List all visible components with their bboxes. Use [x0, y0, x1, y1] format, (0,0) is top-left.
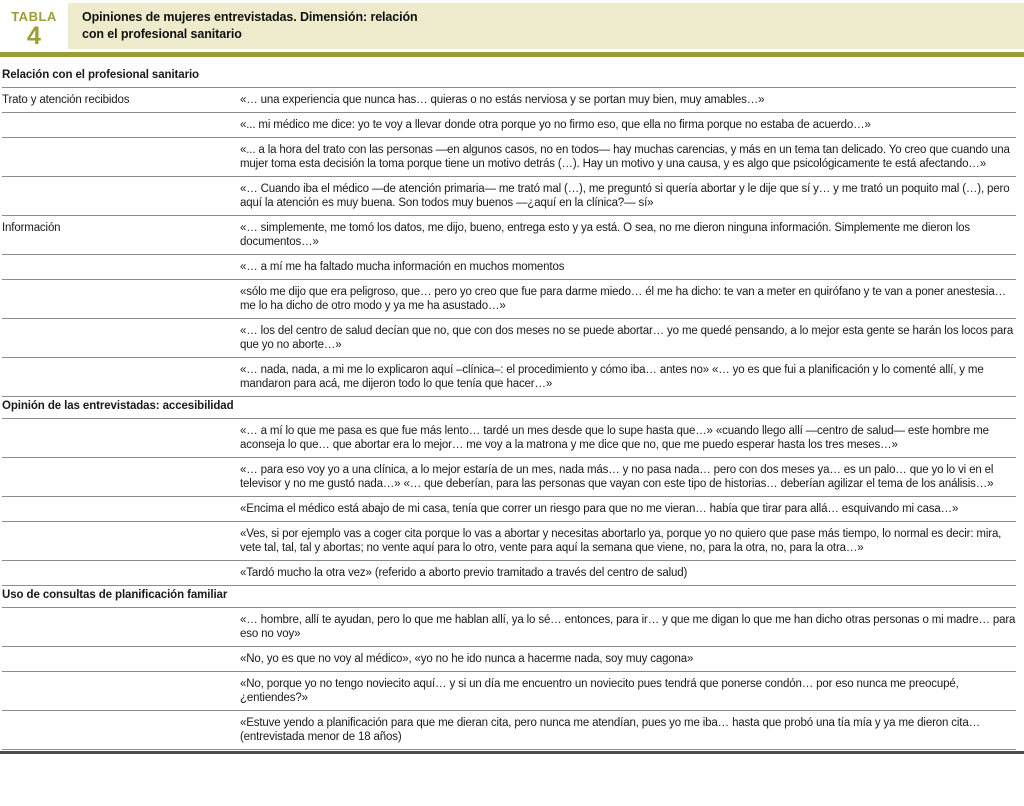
section-heading: Uso de consultas de planificación familiar	[2, 586, 1016, 608]
table-bottom-rule	[0, 751, 1024, 754]
table-row	[2, 113, 1016, 138]
quote-cell: «… una experiencia que nunca has… quieras o no estás nerviosa y se portan muy bien, muy amables…»	[240, 94, 765, 106]
category-cell	[2, 363, 240, 391]
quote-cell: «… hombre, allí te ayudan, pero lo que me hablan allí, ya lo sé… entonces, para ir… y que me digan lo que me han dicho otras personas o mi madre… para eso no voy»	[240, 614, 1016, 640]
table-row	[2, 138, 1016, 177]
table-header	[0, 3, 1024, 49]
table-title-line2: con el profesional sanitario	[82, 27, 242, 41]
quote-cell: «Encima el médico está abajo de mi casa, tenía que correr un riesgo para que no me vieran… había que tirar para allá… esquivando mi casa…»	[240, 503, 959, 515]
category-cell	[2, 424, 240, 452]
quote-cell: «… a mí me ha faltado mucha información en muchos momentos	[240, 261, 565, 273]
quote-cell: «… a mí lo que me pasa es que fue más lento… tardé un mes desde que lo supe hasta que…» «cuando llego allí —centro de salud— este hombre me aconseja lo que… que abortar era lo mejor… me voy a la matrona y me dice que no, que me puedo esperar hasta los tres meses…»	[240, 425, 989, 451]
category-cell	[2, 613, 240, 641]
table-row	[2, 497, 1016, 522]
table-title-banner	[68, 3, 1024, 49]
quote-cell: «No, porque yo no tengo noviecito aquí… y si un día me encuentro un noviecito pues tendrá que ponerse condón… por eso nunca me preocupé, ¿entiendes?»	[240, 678, 959, 704]
quote-cell: «... mi médico me dice: yo te voy a llevar donde otra porque yo no firmo eso, que ella no firma porque no estaba de acuerdo…»	[240, 119, 871, 131]
quote-cell: «… simplemente, me tomó los datos, me dijo, bueno, entrega esto y ya está. O sea, no me dieron ninguna información. Simplemente me dieron los documentos…»	[240, 222, 970, 248]
table-title	[82, 9, 418, 43]
quote-cell: «sólo me dijo que era peligroso, que… pero yo creo que fue para darme miedo… él me ha dicho: te van a meter en quirófano y te van a poner anestesia… me lo ha dicho de otro modo y ya me ha asustado…»	[240, 286, 1007, 312]
table-row	[2, 561, 1016, 586]
category-cell: Información	[2, 222, 61, 234]
quote-cell: «Ves, si por ejemplo vas a coger cita porque lo vas a abortar y necesitas abortarlo ya, porque yo no quiero que pase más tiempo, lo normal es decir: mira, vete tal, tal, tal y abortas; no vente aquí para lo otro, vente para aquí la semana que viene, no, para la otra, no, para la otra…»	[240, 528, 1002, 554]
quote-cell: «… los del centro de salud decían que no, que con dos meses no se puede abortar… yo me quedé pensando, a lo mejor esta gente se harán los locos para que yo no aborte…»	[240, 325, 1014, 351]
category-cell	[2, 527, 240, 555]
table-badge	[0, 3, 68, 49]
table-row	[2, 280, 1016, 319]
table-row	[2, 216, 1016, 255]
quote-cell: «… para eso voy yo a una clínica, a lo mejor estaría de un mes, nada más… y no pasa nada… pero con dos meses ya… es un palo… que yo lo vi en el televisor y no me gustó nada…» «… que deberían, para las personas que vayan con este tipo de historias… deberían agilizar el tema de los análisis…»	[240, 464, 994, 490]
paper-table-page	[0, 3, 1024, 754]
quote-cell: «… nada, nada, a mi me lo explicaron aquí –clínica–: el procedimiento y cómo iba… antes no» «… yo es que fui a planificación y lo comenté allí, y me mandaron para acá, me dijeron todo lo que tenía que hacer…»	[240, 364, 984, 390]
quote-cell: «... a la hora del trato con las personas —en algunos casos, no en todos— hay muchas carencias, y más en un tema tan delicado. Yo creo que cuando una mujer toma esta decisión la toma porque tiene un motivo detrás (…). Hay un motivo y una causa, y es algo que psicológicamente te está afectando…»	[240, 144, 1010, 170]
table-row	[2, 672, 1016, 711]
table-row	[2, 458, 1016, 497]
category-cell	[2, 716, 240, 744]
table-title-line1: Opiniones de mujeres entrevistadas. Dimensión: relación	[82, 10, 418, 25]
table-row	[2, 608, 1016, 647]
table-row	[2, 255, 1016, 280]
table-row	[2, 647, 1016, 672]
category-cell	[2, 118, 240, 132]
table-row	[2, 711, 1016, 750]
table-number: 4	[27, 21, 41, 50]
category-cell	[2, 463, 240, 491]
category-cell	[2, 502, 240, 516]
category-cell	[2, 285, 240, 313]
quote-cell: «… Cuando iba el médico —de atención primaria— me trató mal (…), me preguntó si quería abortar y le dije que sí y… y me trató un poquito mal (…), pero aquí la atención es muy buena. Son todos muy buenos —¿aquí en la clínica?— sí»	[240, 183, 1010, 209]
category-cell	[2, 182, 240, 210]
quote-cell: «Estuve yendo a planificación para que me dieran cita, pero nunca me atendían, pues yo me iba… hasta que probó una tía mía y ya me dieron cita… (entrevistada menor de 18 años)	[240, 717, 980, 743]
table-row	[2, 419, 1016, 458]
category-cell	[2, 324, 240, 352]
category-cell: Trato y atención recibidos	[2, 94, 130, 106]
table-row	[2, 358, 1016, 397]
category-cell	[2, 143, 240, 171]
section-heading: Opinión de las entrevistadas: accesibilidad	[2, 397, 1016, 419]
category-cell	[2, 652, 240, 666]
table-body	[0, 57, 1024, 750]
table-row	[2, 88, 1016, 113]
section-heading: Relación con el profesional sanitario	[2, 66, 1016, 88]
table-row	[2, 177, 1016, 216]
category-cell	[2, 677, 240, 705]
table-row	[2, 522, 1016, 561]
category-cell	[2, 566, 240, 580]
quote-cell: «Tardó mucho la otra vez» (referido a aborto previo tramitado a través del centro de salud)	[240, 567, 688, 579]
table-row	[2, 319, 1016, 358]
category-cell	[2, 260, 240, 274]
table-bottom-thick-line	[0, 751, 1024, 754]
table-label: TABLA	[11, 9, 57, 24]
quote-cell: «No, yo es que no voy al médico», «yo no he ido nunca a hacerme nada, soy muy cagona»	[240, 653, 694, 665]
